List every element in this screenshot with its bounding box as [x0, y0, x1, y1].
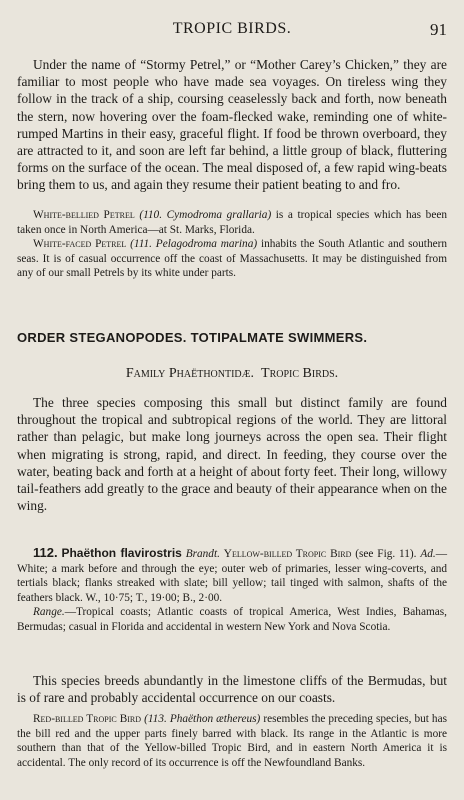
- red-billed-tropic-bird-note: [17, 712, 447, 770]
- species-latin-name: Phaëthon flavirostris: [61, 546, 182, 560]
- page-header: [0, 20, 464, 42]
- adult-label: Ad.: [420, 548, 436, 560]
- range-label: Range.: [33, 606, 65, 619]
- family-name: Family Phaëthontidæ.: [125, 366, 255, 381]
- page-number: 91: [430, 20, 447, 39]
- species-note-text: resembles the preceding species, but has the bill red and the upper parts finely barred with black. Its range in the Atlantic is more southern than that of the Yellow-billed Tropic Bird, and in eastern North America it is accidental. The only record of its occurrence is off the Newfoundland Banks.: [17, 713, 447, 769]
- order-heading: ORDER STEGANOPODES. TOTIPALMATE SWIMMERS.: [17, 330, 368, 345]
- species-note-text: is a tropical species which has been taken once in North America—at St. Marks, Florida.: [17, 209, 447, 236]
- species-112-breeding: [17, 672, 447, 706]
- species-reference: (110. Cymodroma grallaria): [139, 209, 272, 221]
- white-bellied-petrel-note: [17, 208, 447, 237]
- family-heading: [0, 366, 464, 382]
- family-common-name: Tropic Birds.: [261, 366, 339, 381]
- species-common-name: Red-billed Tropic Bird: [33, 713, 142, 725]
- species-common-name: White-bellied Petrel: [33, 209, 135, 221]
- petrel-notes: [17, 208, 447, 281]
- species-common-name: Yellow-billed Tropic Bird: [223, 548, 352, 560]
- family-paragraph: The three species composing this small but distinct family are found throughout the tropical and subtropical regions of the world. They are littoral rather than pelagic, but make long journeys across the open sea. Their flight when migrating is strong, rapid, and direct. In feeding, they course over the water, beating back and forth at a height of about forty feet. Their long, willowy tail-feathers add greatly to the grace and beauty of their appearance when on the wing.: [17, 395, 447, 514]
- species-note-text: inhabits the South Atlantic and southern seas. It is of casual occurrence off the coast of Massachusetts. It may be distinguished from any of our small Petrels by its white under parts.: [17, 238, 448, 280]
- species-reference: (113. Phaëthon æthereus): [144, 713, 261, 725]
- petrel-intro-paragraph: Under the name of “Stormy Petrel,” or “Mother Carey’s Chicken,” they are familiar to most people who have made sea voyages. On tireless wing they follow in the track of a ship, coursing ceaselessly back and forth, now beneath the stern, now hovering over the foam-flecked wake, reminding one of white-rumped Martins in their easy, graceful flight. If food be thrown overboard, they are attracted to it, and soon are left far behind, a little group of black, fluttering forms on the surface of the ocean. The meal disposed of, a few rapid wing-beats bring them to us, and again they resume their patient beating to and fro.: [17, 57, 447, 193]
- adult-description: —White; a mark before and through the eye; outer web of primaries, lesser wing-coverts, and tertials black; flanks streaked with slate; bill yellow; tail tinged with salmon, shafts of the feathers black. W., 10·75; T., 19·00; B., 2·00.: [17, 548, 448, 604]
- species-112-description: [17, 546, 447, 605]
- white-faced-petrel-note: [17, 237, 447, 281]
- species-common-name: White-faced Petrel: [33, 238, 127, 251]
- running-title: TROPIC BIRDS.: [172, 20, 292, 37]
- petrel-intro: [17, 56, 447, 194]
- species-112-range: [17, 605, 447, 634]
- breeding-paragraph: This species breeds abundantly in the limestone cliffs of the Bermudas, but is of rare and probably accidental occurrence on our coasts.: [17, 673, 447, 706]
- red-billed-note-paragraph: [17, 712, 447, 770]
- species-authority: Brandt.: [185, 548, 220, 560]
- family-description: [17, 394, 447, 514]
- range-text: —Tropical coasts; Atlantic coasts of tropical America, West Indies, Bahamas, Bermudas; casual in Florida and accidental in western New York and Nova Scotia.: [17, 606, 447, 633]
- species-number: 112.: [33, 545, 58, 560]
- species-reference: (111. Pelagodroma marina): [130, 238, 258, 251]
- species-112-entry: [17, 546, 447, 635]
- figure-reference: (see Fig. 11).: [355, 548, 417, 560]
